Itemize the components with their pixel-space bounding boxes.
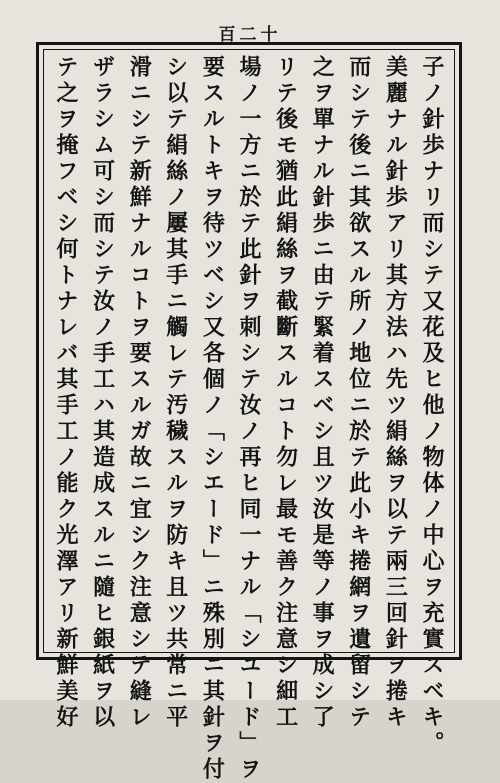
page-number: 百二十 [218, 25, 282, 45]
text-column-7: 要スルトキヲ待ツベシ又各個ノ「シエード」ニ殊別ニ其針ヲ付 [199, 55, 226, 783]
vertical-text-body [48, 55, 450, 783]
text-column-5: リテ後モ猶此絹絲ヲ截斷スルコト勿レ最モ善ク注意シ細工 [272, 55, 299, 731]
text-column-6: 場ノ一方ニ於テ此針ヲ刺シテ汝ノ再ヒ同一ナル「シユード」ヲ [235, 55, 262, 783]
text-column-11: テ之ヲ掩フベシ何トナレバ其手工ノ能ク光澤アリ新鮮美好 [53, 55, 79, 731]
text-column-9: 滑ニシテ新鮮ナルコトヲ要スルガ故ニ宜シク注意シテ縫レ [126, 55, 153, 731]
text-column-8: シ以テ絹絲ノ屢其手ニ觸レテ汚穢スルヲ防キ且ツ共常ニ平 [162, 55, 189, 731]
text-column-2: 美麗ナル針歩アリ其方法ハ先ツ絹絲ヲ以テ兩三回針ヲ捲キ [382, 55, 409, 731]
text-column-1: 子ノ針歩ナリ而シテ又花及ヒ他ノ物体ノ中心ヲ充實スベキ。 [418, 55, 445, 757]
text-column-3: 而シテ後ニ其欲スル所ノ地位ニ於テ此小キ捲網ヲ遺留シテ [345, 55, 372, 731]
text-column-10: ザラシム可シ而シテ汝ノ手工ハ其造成スルニ隨ヒ銀紙ヲ以 [89, 55, 116, 731]
text-column-4: 之ヲ單ナル針歩ニ由テ緊着スベシ且ツ汝是等ノ事ヲ成シ了 [309, 55, 336, 731]
